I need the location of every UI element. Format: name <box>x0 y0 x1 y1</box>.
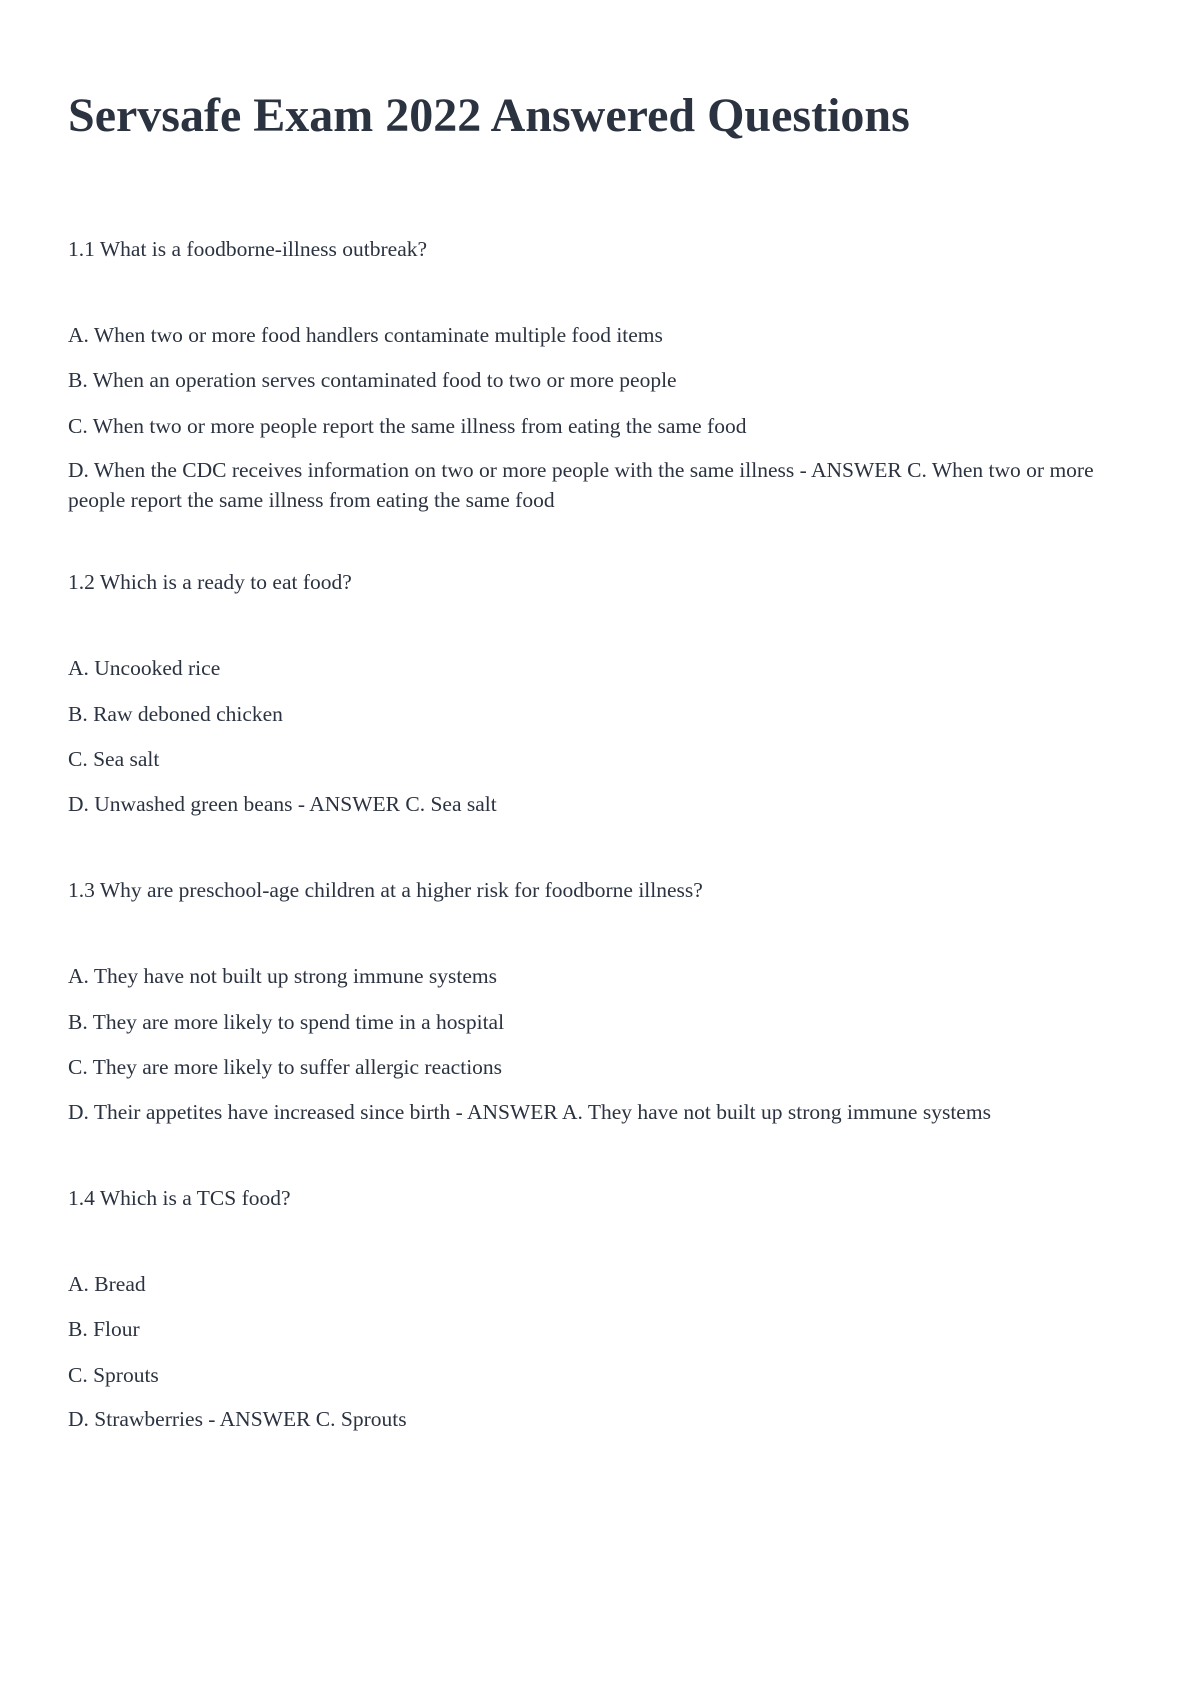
answer-option: A. They have not built up strong immune systems <box>68 964 497 988</box>
answer-option: C. Sprouts <box>68 1363 159 1387</box>
answer-option: B. Raw deboned chicken <box>68 702 283 726</box>
answer-option-with-answer: D. Their appetites have increased since birth - ANSWER A. They have not built up strong immune systems <box>68 1100 991 1124</box>
question-prompt: 1.2 Which is a ready to eat food? <box>68 570 352 594</box>
answer-option-with-answer: D. Strawberries - ANSWER C. Sprouts <box>68 1407 407 1431</box>
answer-option: A. Bread <box>68 1272 146 1296</box>
answer-option-with-answer: D. Unwashed green beans - ANSWER C. Sea salt <box>68 792 497 816</box>
answer-option: C. Sea salt <box>68 747 160 771</box>
answer-option: B. When an operation serves contaminated food to two or more people <box>68 368 677 392</box>
document-title: Servsafe Exam 2022 Answered Questions <box>68 89 910 142</box>
answer-option: B. Flour <box>68 1317 140 1341</box>
question-prompt: 1.3 Why are preschool-age children at a higher risk for foodborne illness? <box>68 878 703 902</box>
answer-option-with-answer: D. When the CDC receives information on two or more people with the same illness - ANSWER C. When two or more people report the same illness from eating the same food <box>68 458 1094 512</box>
answer-option: C. They are more likely to suffer allergic reactions <box>68 1055 503 1079</box>
answer-option: A. When two or more food handlers contaminate multiple food items <box>68 323 663 347</box>
answer-option: A. Uncooked rice <box>68 656 221 680</box>
question-prompt: 1.1 What is a foodborne-illness outbreak? <box>68 237 428 261</box>
answer-option: C. When two or more people report the same illness from eating the same food <box>68 414 747 438</box>
question-prompt: 1.4 Which is a TCS food? <box>68 1186 291 1210</box>
answer-option: B. They are more likely to spend time in a hospital <box>68 1010 505 1034</box>
